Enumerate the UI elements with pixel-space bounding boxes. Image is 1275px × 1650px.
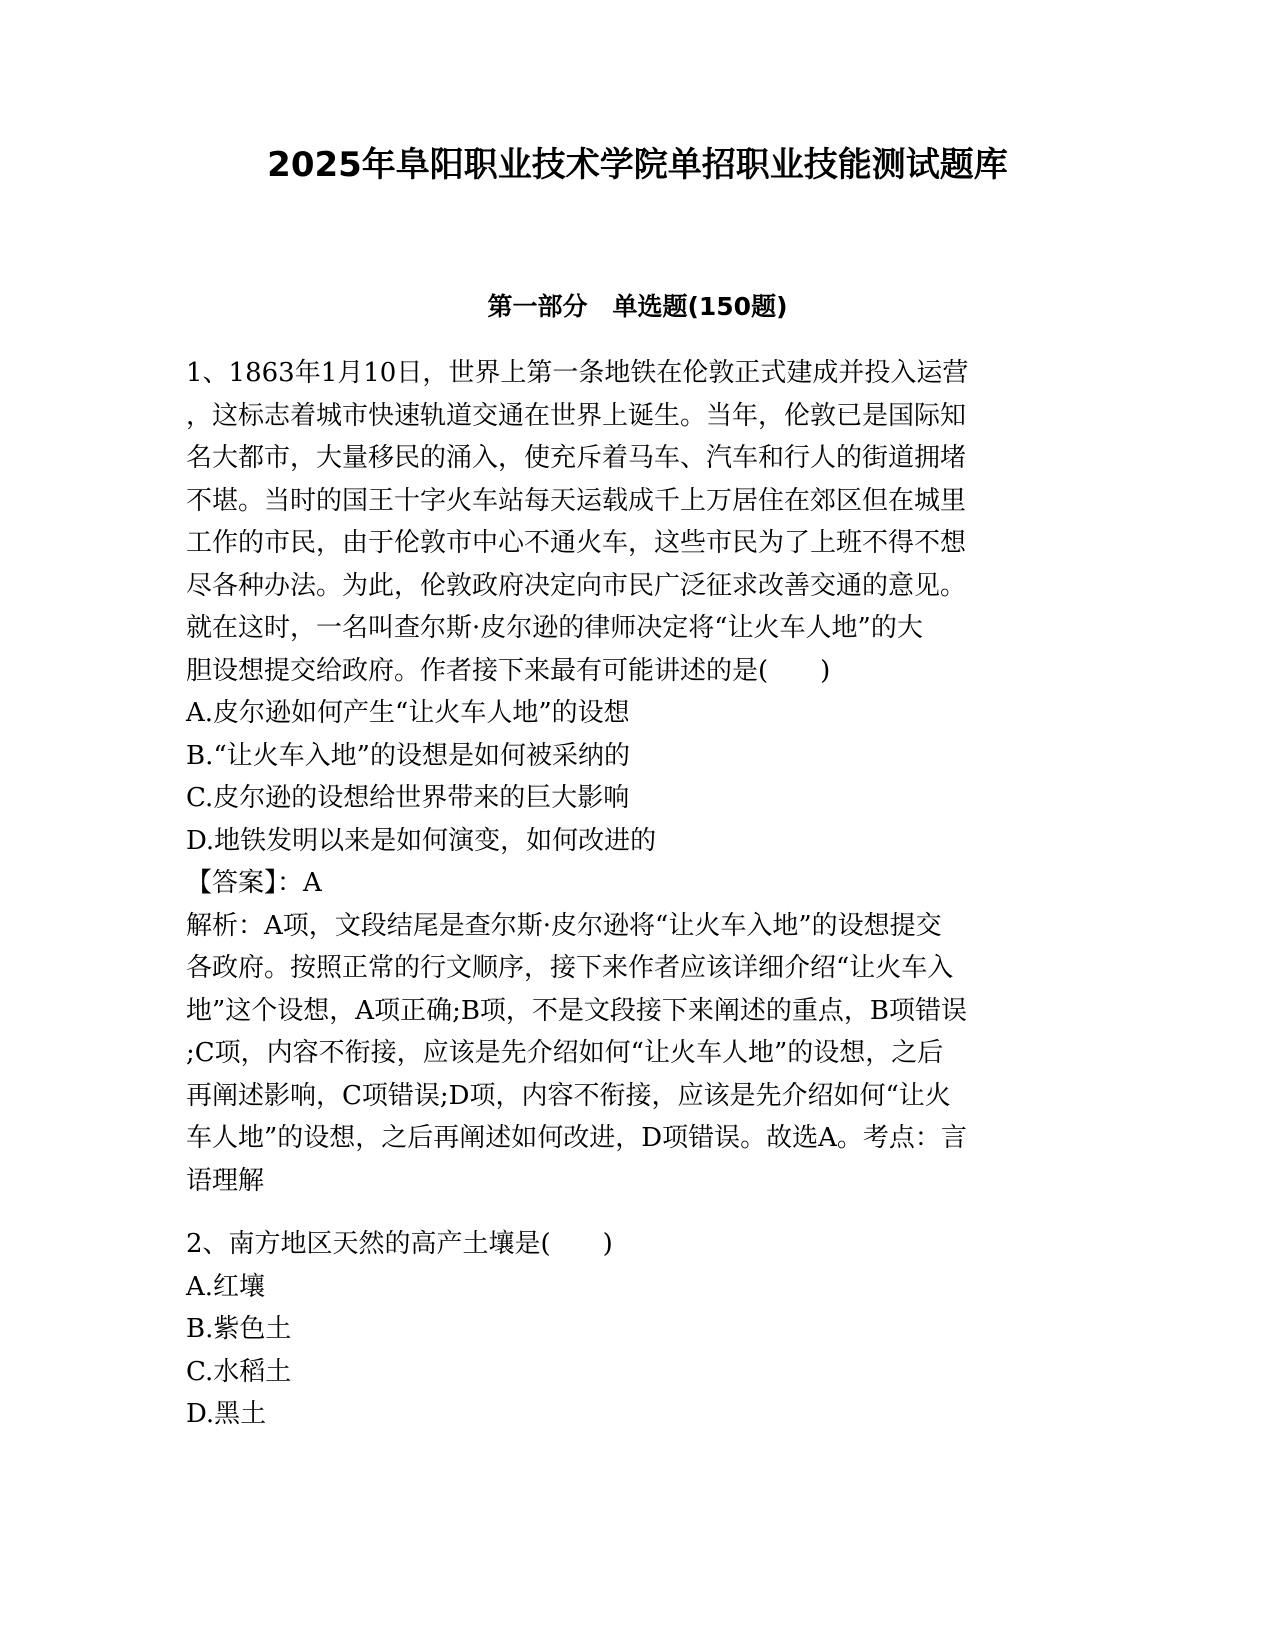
question-1-stem-line: 工作的市民，由于伦敦市中心不通火车，这些市民为了上班不得不想 [186, 528, 967, 558]
question-list [186, 352, 1086, 1436]
question-1-stem-line: ，这标志着城市快速轨道交通在世界上诞生。当年，伦敦已是国际知 [186, 400, 967, 431]
question-2-option-b: B.紫色土 [186, 1314, 292, 1344]
question-1-analysis-line: 语理解 [186, 1165, 265, 1196]
question-1-option-d: D.地铁发明以来是如何演变，如何改进的 [186, 825, 657, 856]
question-1-stem-line: 尽各种办法。为此，伦敦政府决定向市民广泛征求改善交通的意见。 [186, 570, 967, 601]
question-2-stem-line: 2、南方地区天然的高产土壤是( ) [186, 1229, 613, 1259]
question-1-stem-line: 不堪。当时的国王十字火车站每天运载成千上万居住在郊区但在城里 [186, 485, 967, 516]
question-1-analysis-line: 各政府。按照正常的行文顺序，接下来作者应该详细介绍“让火车入 [186, 953, 954, 983]
question-spacer [186, 1202, 1086, 1223]
question-1-analysis-line: ;C项，内容不衔接，应该是先介绍如何“让火车人地”的设想，之后 [186, 1038, 944, 1068]
question-1-analysis-line: 解析：A项，文段结尾是查尔斯·皮尔逊将“让火车入地”的设想提交 [186, 910, 942, 941]
question-2-option-a: A.红壤 [186, 1271, 266, 1302]
question-1-option-b: B.“让火车入地”的设想是如何被采纳的 [186, 740, 630, 771]
question-2 [186, 1223, 1086, 1436]
question-1-stem-line: 就在这时，一名叫查尔斯·皮尔逊的律师决定将“让火车人地”的大 [186, 613, 923, 643]
question-1 [186, 352, 1086, 1202]
question-1-analysis-line: 地”这个设想，A项正确;B项，不是文段接下来阐述的重点，B项错误 [186, 995, 968, 1026]
question-2-option-d: D.黑土 [186, 1399, 267, 1429]
question-1-analysis-line: 车人地”的设想，之后再阐述如何改进，D项错误。故选A。考点：言 [186, 1123, 967, 1153]
question-1-stem-line: 名大都市，大量移民的涌入，使充斥着马车、汽车和行人的街道拥堵 [186, 443, 967, 473]
question-1-answer: 【答案】：A [186, 868, 322, 898]
question-1-stem-line: 胆设想提交给政府。作者接下来最有可能讲述的是( ) [186, 655, 831, 686]
question-1-analysis-line: 再阐述影响，C项错误;D项，内容不衔接，应该是先介绍如何“让火 [186, 1080, 951, 1111]
question-1-option-c: C.皮尔逊的设想给世界带来的巨大影响 [186, 783, 630, 813]
question-2-option-c: C.水稻土 [186, 1356, 292, 1387]
question-1-stem-line: 1、1863年1月10日，世界上第一条地铁在伦敦正式建成并投入运营 [186, 358, 969, 388]
section-title: 第一部分 单选题(150题) [487, 292, 788, 321]
document-title: 2025年阜阳职业技术学院单招职业技能测试题库 [267, 145, 1008, 185]
question-1-option-a: A.皮尔逊如何产生“让火车人地”的设想 [186, 698, 630, 728]
